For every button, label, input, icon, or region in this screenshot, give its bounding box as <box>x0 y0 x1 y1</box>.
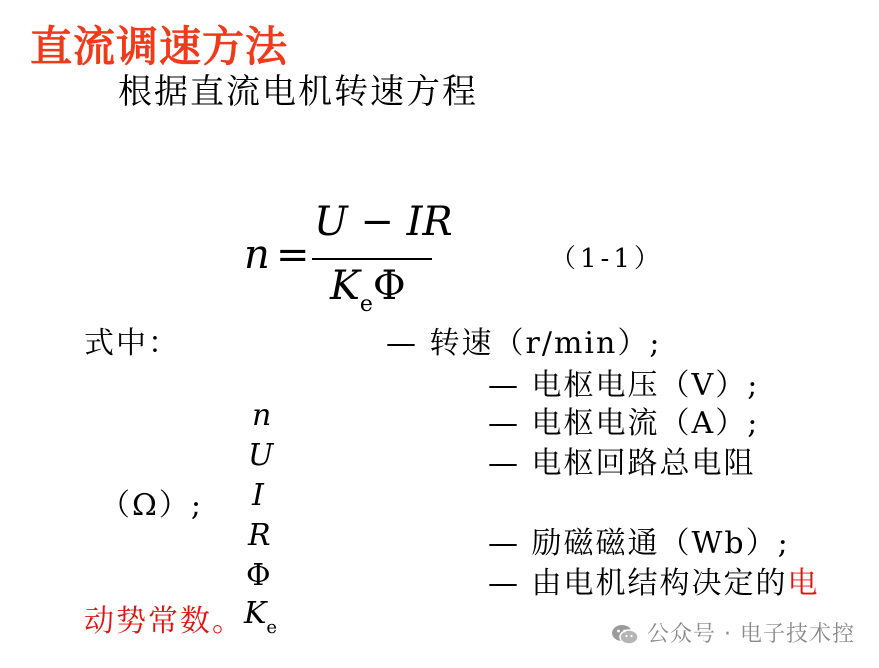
page-title: 直流调速方法 <box>30 22 289 71</box>
formula-numerator: U − IR <box>314 199 453 245</box>
symbol-r: R <box>248 518 271 553</box>
legend-line-emf: 动势常数。 <box>84 604 244 639</box>
legend-line-voltage: — 电枢电压（V）; <box>488 368 760 403</box>
formula-equals: = <box>276 232 310 278</box>
equation-number: （1-1） <box>550 244 664 274</box>
watermark-text: 公众号 · 电子技术控 <box>647 622 855 647</box>
legend-line-current: — 电枢电流（A）; <box>488 406 760 441</box>
denominator-sub-e: e <box>359 292 373 317</box>
symbol-i: I <box>252 478 264 513</box>
symbol-ke: $K_e$ <box>244 596 278 638</box>
legend-line-flux: — 励磁磁通（Wb）; <box>488 526 790 561</box>
wechat-icon <box>611 624 639 646</box>
formula-denominator <box>330 263 406 317</box>
denominator-phi: Φ <box>372 263 406 309</box>
formula-lhs: n <box>244 232 270 278</box>
legend-line-resistance: — 电枢回路总电阻 <box>488 446 756 481</box>
denominator-k: K <box>330 263 360 309</box>
symbol-n: n <box>252 398 272 433</box>
legend-line-constant: — 由电机结构决定的电 <box>488 566 820 601</box>
fraction-bar <box>312 258 432 260</box>
subtitle: 根据直流电机转速方程 <box>118 72 478 112</box>
watermark <box>611 617 855 648</box>
symbol-u: U <box>248 438 274 473</box>
legend-line-speed: — 转速（r/min）; <box>386 326 662 361</box>
legend-intro: 式中： <box>84 326 180 361</box>
legend-line-ohm: （Ω）; <box>100 488 203 523</box>
symbol-phi: Φ <box>246 558 271 593</box>
